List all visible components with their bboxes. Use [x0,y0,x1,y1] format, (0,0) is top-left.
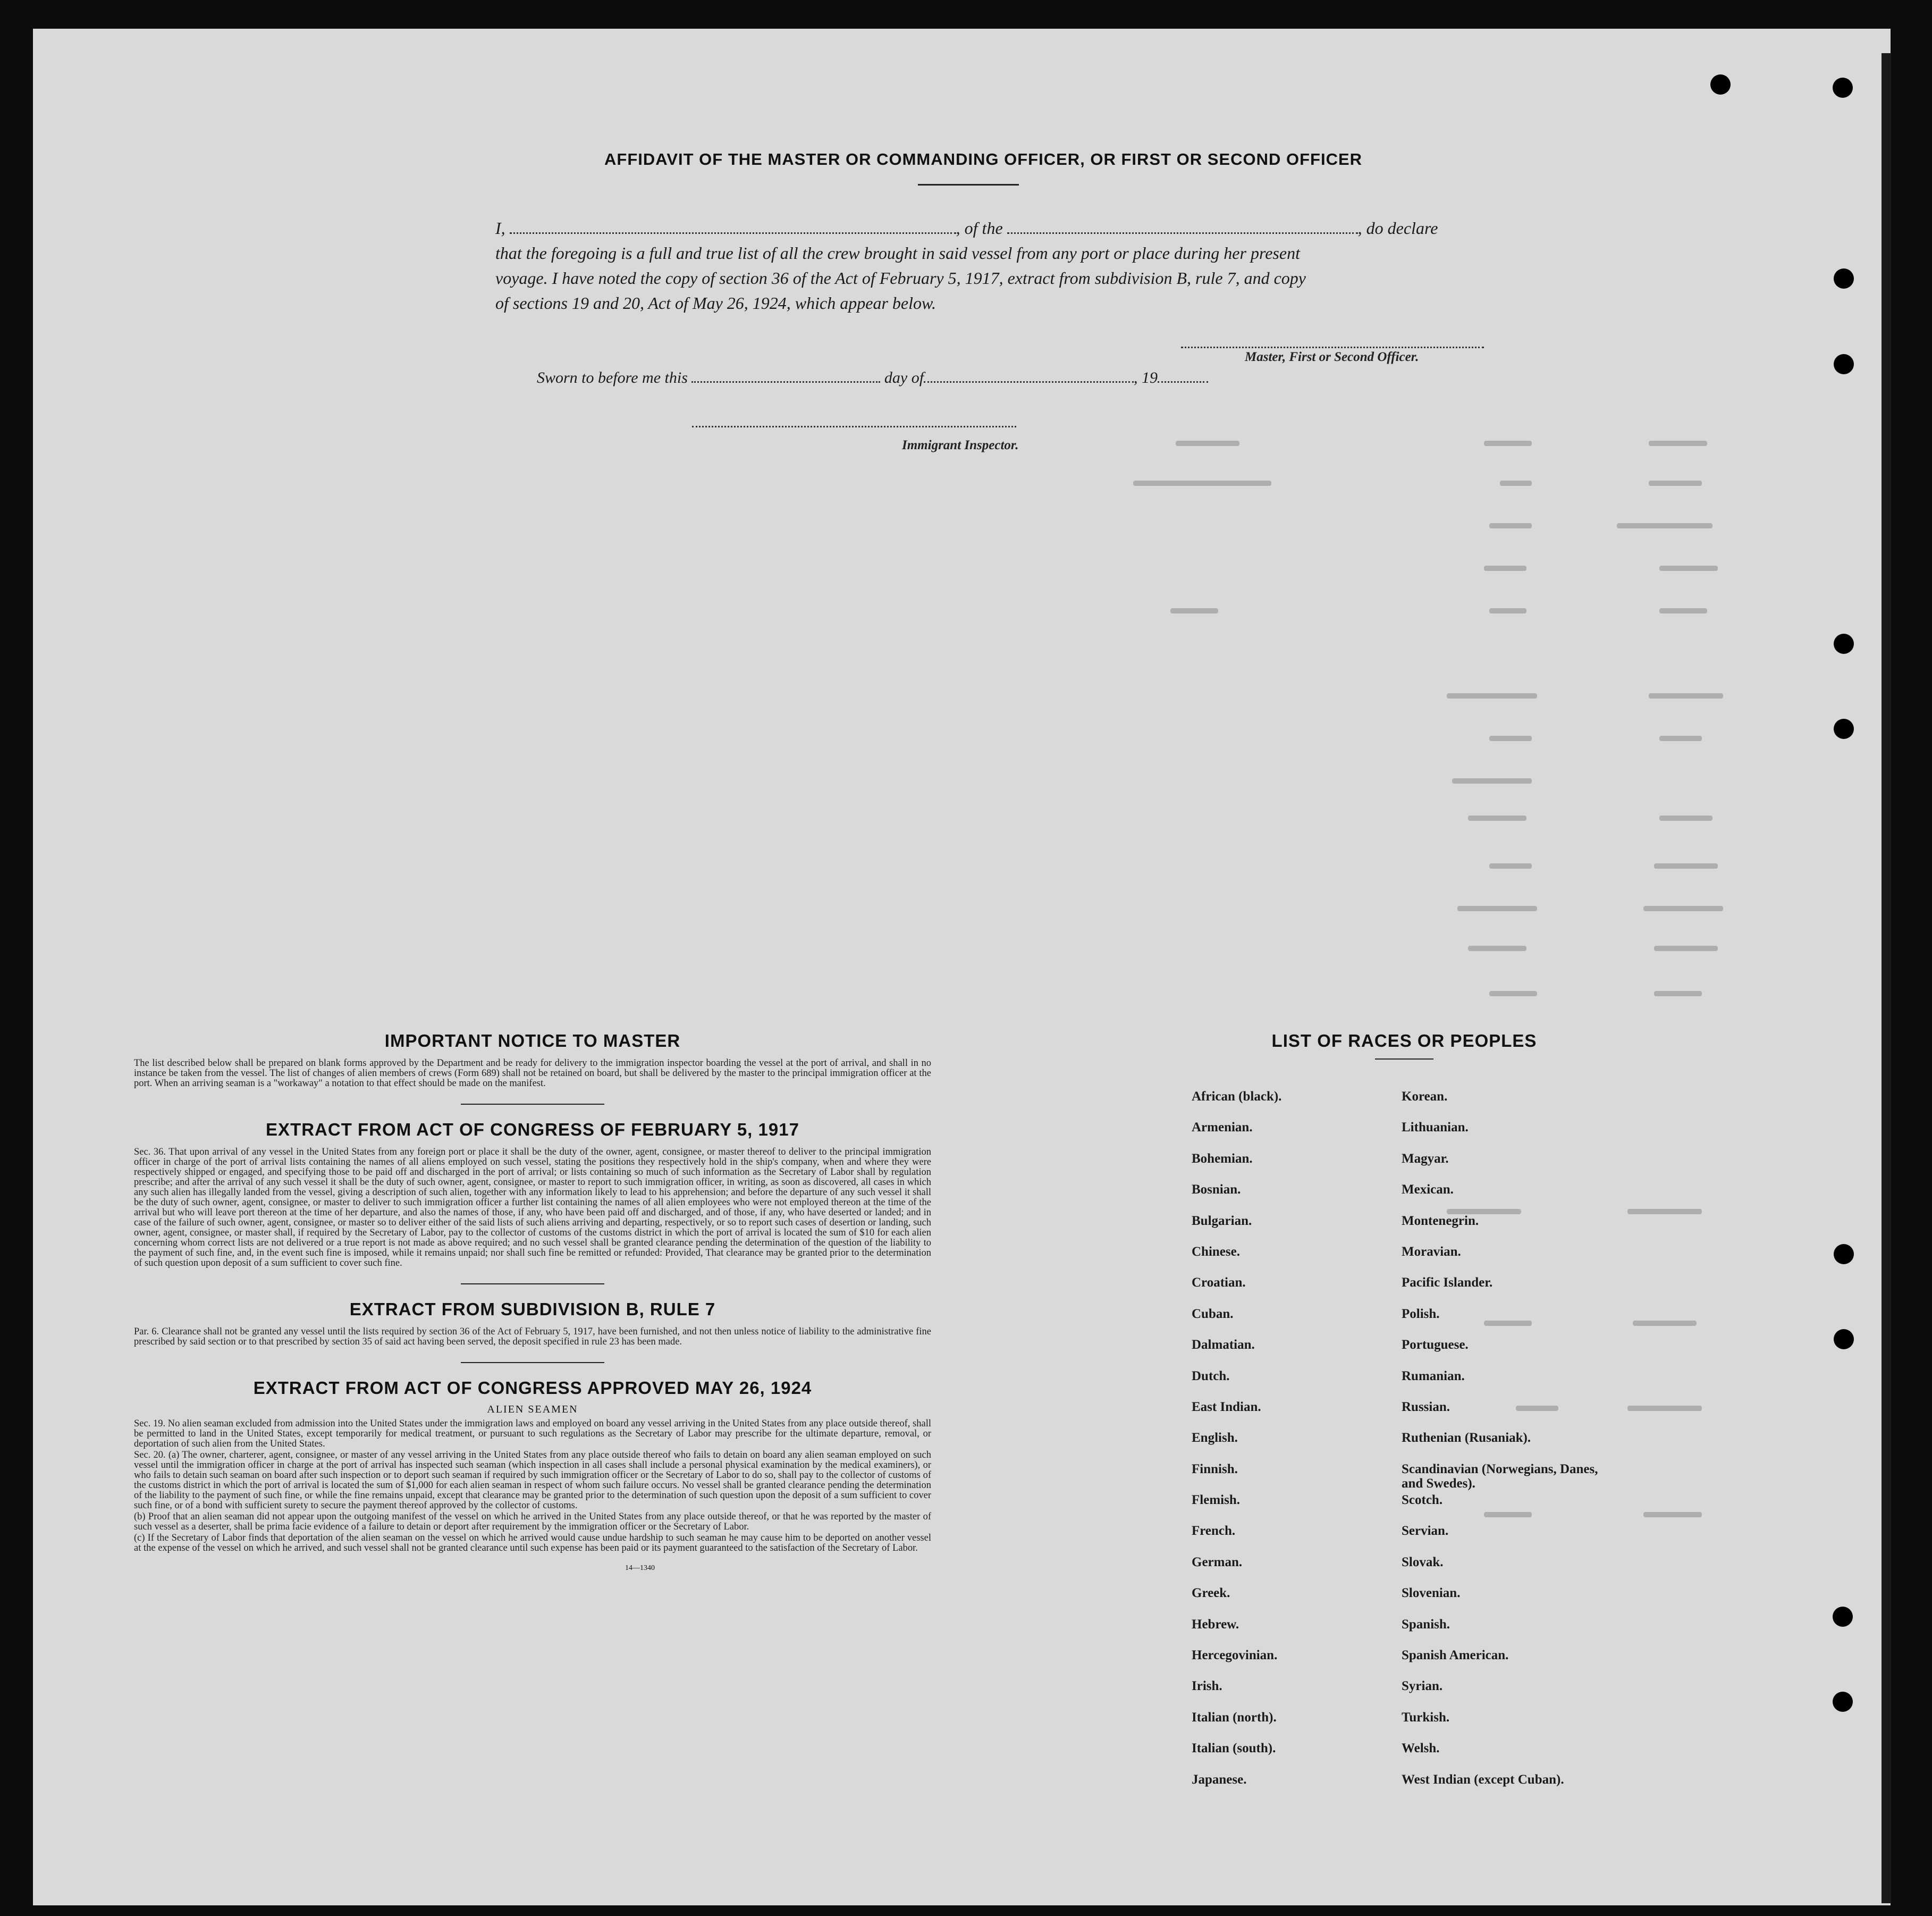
race-item: Dalmatian. [1192,1338,1255,1352]
race-item: Rumanian. [1402,1368,1465,1383]
sworn-year-prefix: , 19 [1134,369,1158,386]
binder-hole [1834,354,1854,374]
race-item: Pacific Islander. [1402,1275,1493,1290]
declaration-line-2: that the foregoing is a full and true list of all the crew brought in said vessel from any port or place during her present [495,243,1300,263]
race-item: Greek. [1192,1586,1230,1601]
race-item: Russian. [1402,1399,1450,1414]
declaration-line-1 [495,216,1526,241]
race-item: Croatian. [1192,1275,1246,1290]
name-blank-field[interactable] [510,232,956,234]
title-underline [918,184,1019,186]
race-item: Korean. [1402,1089,1448,1104]
races-right-column [1402,1089,1678,1803]
race-item: Bulgarian. [1192,1213,1252,1228]
declaration-line-3: voyage. I have noted the copy of section 36 of the Act of February 5, 1917, extract from subdivision B, rule 7, and copy [495,268,1306,288]
race-item: Portuguese. [1402,1338,1469,1352]
affidavit-title: AFFIDAVIT OF THE MASTER OR COMMANDING OFFICER, OR FIRST OR SECOND OFFICER [604,150,1363,169]
document-sheet [33,29,1891,1905]
race-item: Spanish American. [1402,1648,1509,1663]
inspector-label: Immigrant Inspector. [902,438,1019,452]
race-item: Magyar. [1402,1151,1449,1166]
extract-1917-body: Sec. 36. That upon arrival of any vessel in the United States from any foreign port or place it shall be the duty of the owner, agent, consignee, or master thereof to deliver to the principal immigration officer in charge of the port of arrival lists containing the names of all aliens employed on such vessel, stating the positions they respectively hold in the ship's company, when and where they were respectively shipped or engaged, and specifying those to be paid off and discharged in the port of arrival; or lists containing so much of such information as the Secretary of Labor shall by regulation prescribe; and after the arrival of any such vessel it shall be the duty of such owner, agent, consignee, or master to report to such immigration officer, in writing, as soon as discovered, all cases in which any such alien has illegally landed from the vessel, giving a description of such alien, together with any information likely to lead to his apprehension; and before the departure of any such vessel it shall be the duty of such owner, agent, consignee, or master to deliver to such immigration officer a further list containing the names of all alien employees who were not employed thereon at the time of the arrival but who will leave port thereon at the time of her departure, and also the names of those, if any, who have been paid off and discharged, and of those, if any, who have deserted or landed; and in case of the failure of such owner, agent, consignee, or master so to deliver either of the said lists of such aliens arriving and departing, respectively, or so to report such cases of desertion or landing, such owner, agent, consignee, or master shall, if required by the Secretary of Labor, pay to the collector of customs of the customs district in which the port of arrival is located the sum of $10 for each alien concerning whom correct lists are not delivered or a true report is not made as above required; and no such vessel shall be granted clearance pending the determination of the question of the liability to the payment of such fine, and, in the event such fine is imposed, while it remains unpaid; nor shall such fine be remitted or refunded: Provided, That clearance may be granted prior to the determination of such question upon deposit of a sum sufficient to cover such fine. [134,1147,931,1268]
race-item: Lithuanian. [1402,1120,1469,1135]
vessel-blank-field[interactable] [1007,232,1358,234]
sworn-year-field[interactable] [1158,381,1208,383]
extract-1924-sec19: Sec. 19. No alien seaman excluded from admission into the United States under the immigration laws and employed on board any vessel arriving in the United States from any place outside thereof, shall be permitted to land in the United States, except temporarily for medical treatment, or pursuant to such regulations as the Secretary of Labor may prescribe for the ultimate departure, removal, or deportation of such alien from the United States. [134,1418,931,1449]
race-item: Armenian. [1192,1120,1253,1135]
race-item: African (black). [1192,1089,1282,1104]
race-item: Polish. [1402,1306,1440,1321]
extract-1924-sec20c: (c) If the Secretary of Labor finds that deportation of the alien seaman on the vessel on which he arrived would cause undue hardship to such seaman he may cause him to be deported on another vessel at the expense of the vessel on which he arrived, and such vessel shall not be granted clearance until such expense has been paid or its payment guaranteed to the satisfaction of the Secretary of Labor. [134,1533,931,1553]
binder-hole [1833,1692,1853,1712]
section-divider [461,1283,604,1284]
race-item: Hercegovinian. [1192,1648,1278,1663]
binder-hole [1834,719,1854,739]
race-item: Dutch. [1192,1368,1230,1383]
binder-hole [1710,74,1731,95]
race-item: Ruthenian (Rusaniak). [1402,1431,1531,1446]
sworn-statement [537,369,1208,387]
alien-seamen-subtitle: ALIEN SEAMEN [487,1404,578,1415]
form-code: 14—1340 [625,1564,655,1572]
extract-1917-title: EXTRACT FROM ACT OF CONGRESS OF FEBRUARY 5, 1917 [266,1120,799,1139]
race-item: Irish. [1192,1679,1222,1694]
binder-hole [1834,634,1854,654]
race-item: Cuban. [1192,1306,1234,1321]
notice-title: IMPORTANT NOTICE TO MASTER [384,1031,681,1051]
race-item: West Indian (except Cuban). [1402,1772,1564,1787]
race-item: Japanese. [1192,1772,1247,1787]
race-item: Finnish. [1192,1461,1238,1476]
races-title: LIST OF RACES OR PEOPLES [1271,1031,1537,1051]
race-item: Moravian. [1402,1244,1461,1259]
extract-rule7-body: Par. 6. Clearance shall not be granted any vessel until the lists required by section 36 of the Act of February 5, 1917, have been furnished, and not then unless notice of liability to the administrative fine prescribed by said section or to that prescribed by section 35 of said act having been served, the deposit specified in rule 23 has been made. [134,1326,931,1347]
race-item: Bohemian. [1192,1151,1253,1166]
notice-body: The list described below shall be prepared on blank forms approved by the Department and be ready for delivery to the immigration inspector boarding the vessel at the port of arrival, and shall in no instance be taken from the vessel. The list of changes of alien members of crews (Form 689) shall not be retained on board, but shall be delivered by the master to the principal immigration officer at the port. When an arriving seaman is a "workaway" a notation to that effect should be made on the manifest. [134,1058,931,1089]
race-item: Slovak. [1402,1554,1444,1569]
binder-hole [1834,268,1854,289]
section-divider [461,1362,604,1363]
race-item: Mexican. [1402,1182,1454,1197]
race-item: Flemish. [1192,1493,1240,1508]
declaration-text [495,216,1526,316]
race-item: English. [1192,1431,1238,1446]
race-item: Scandinavian (Norwegians, Danes, and Swedes). [1402,1461,1598,1491]
section-divider [461,1104,604,1105]
page-edge [1882,53,1891,1903]
declaration-line-4: of sections 19 and 20, Act of May 26, 1924, which appear below. [495,293,936,313]
races-section [1192,1031,1617,1787]
sworn-text: Sworn to before me this [537,369,688,386]
extract-1924-sec20b: (b) Proof that an alien seaman did not appear upon the outgoing manifest of the vessel on which he arrived in the United States from any place outside thereof, or that he was reported by the master of such vessel as a deserter, shall be prima facie evidence of a failure to detain or deport after requirement by the immigration officer or the Secretary of Labor. [134,1511,931,1532]
binder-hole [1833,1607,1853,1627]
sworn-day-of: day of [884,369,924,386]
race-item: Bosnian. [1192,1182,1241,1197]
race-item: Montenegrin. [1402,1213,1479,1228]
inspector-signature-field[interactable] [692,426,1016,429]
race-item: German. [1192,1554,1243,1569]
race-item: Chinese. [1192,1244,1240,1259]
race-item: East Indian. [1192,1399,1261,1414]
notice-section [134,1031,931,1573]
race-item: Syrian. [1402,1679,1443,1694]
race-item: Italian (north). [1192,1710,1277,1725]
sworn-day-field[interactable] [691,381,880,383]
race-item: Turkish. [1402,1710,1450,1725]
extract-rule7-title: EXTRACT FROM SUBDIVISION B, RULE 7 [349,1299,716,1319]
binder-hole [1833,78,1853,98]
race-item: Hebrew. [1192,1617,1239,1632]
race-item: Welsh. [1402,1741,1440,1756]
declaration-i: I, [495,219,505,238]
declaration-do-declare: , do declare [1357,219,1438,238]
race-item: French. [1192,1524,1236,1539]
binder-hole [1834,1244,1854,1264]
race-item: Spanish. [1402,1617,1450,1632]
race-item: Servian. [1402,1524,1449,1539]
race-item: Italian (south). [1192,1741,1276,1756]
race-item: Scotch. [1402,1493,1443,1508]
races-title-rule [1375,1058,1433,1060]
extract-1924-title: EXTRACT FROM ACT OF CONGRESS APPROVED MAY 26, 1924 [253,1378,812,1398]
declaration-of-the: , of the [956,219,1003,238]
sworn-month-field[interactable] [924,381,1134,383]
master-signature-label: Master, First or Second Officer. [1245,350,1419,364]
extract-1924-sec20a: Sec. 20. (a) The owner, charterer, agent, consignee, or master of any vessel arriving in the United States from any place outside thereof who fails to detain on board any alien seaman employed on such vessel until the immigration officer in charge at the port of arrival has inspected such seaman (which inspection in all cases shall include a personal physical examination by the medical examiners), or who fails to detain such seaman on board after such inspection or to deport such seaman if required by such immigration officer or the Secretary of Labor to do so, shall pay to the collector of customs of the customs district in which the port of arrival is located the sum of $1,000 for each alien seaman in respect of whom such failure occurs. No vessel shall be granted clearance pending the determination of the liability to the payment of such fine, or while the fine remains unpaid, except that clearance may be granted prior to the determination of such question upon the deposit of a sum sufficient to cover such fine, or of a bond with sufficient surety to secure the payment thereof approved by the collector of customs. [134,1450,931,1511]
binder-hole [1834,1329,1854,1349]
race-item: Slovenian. [1402,1586,1461,1601]
